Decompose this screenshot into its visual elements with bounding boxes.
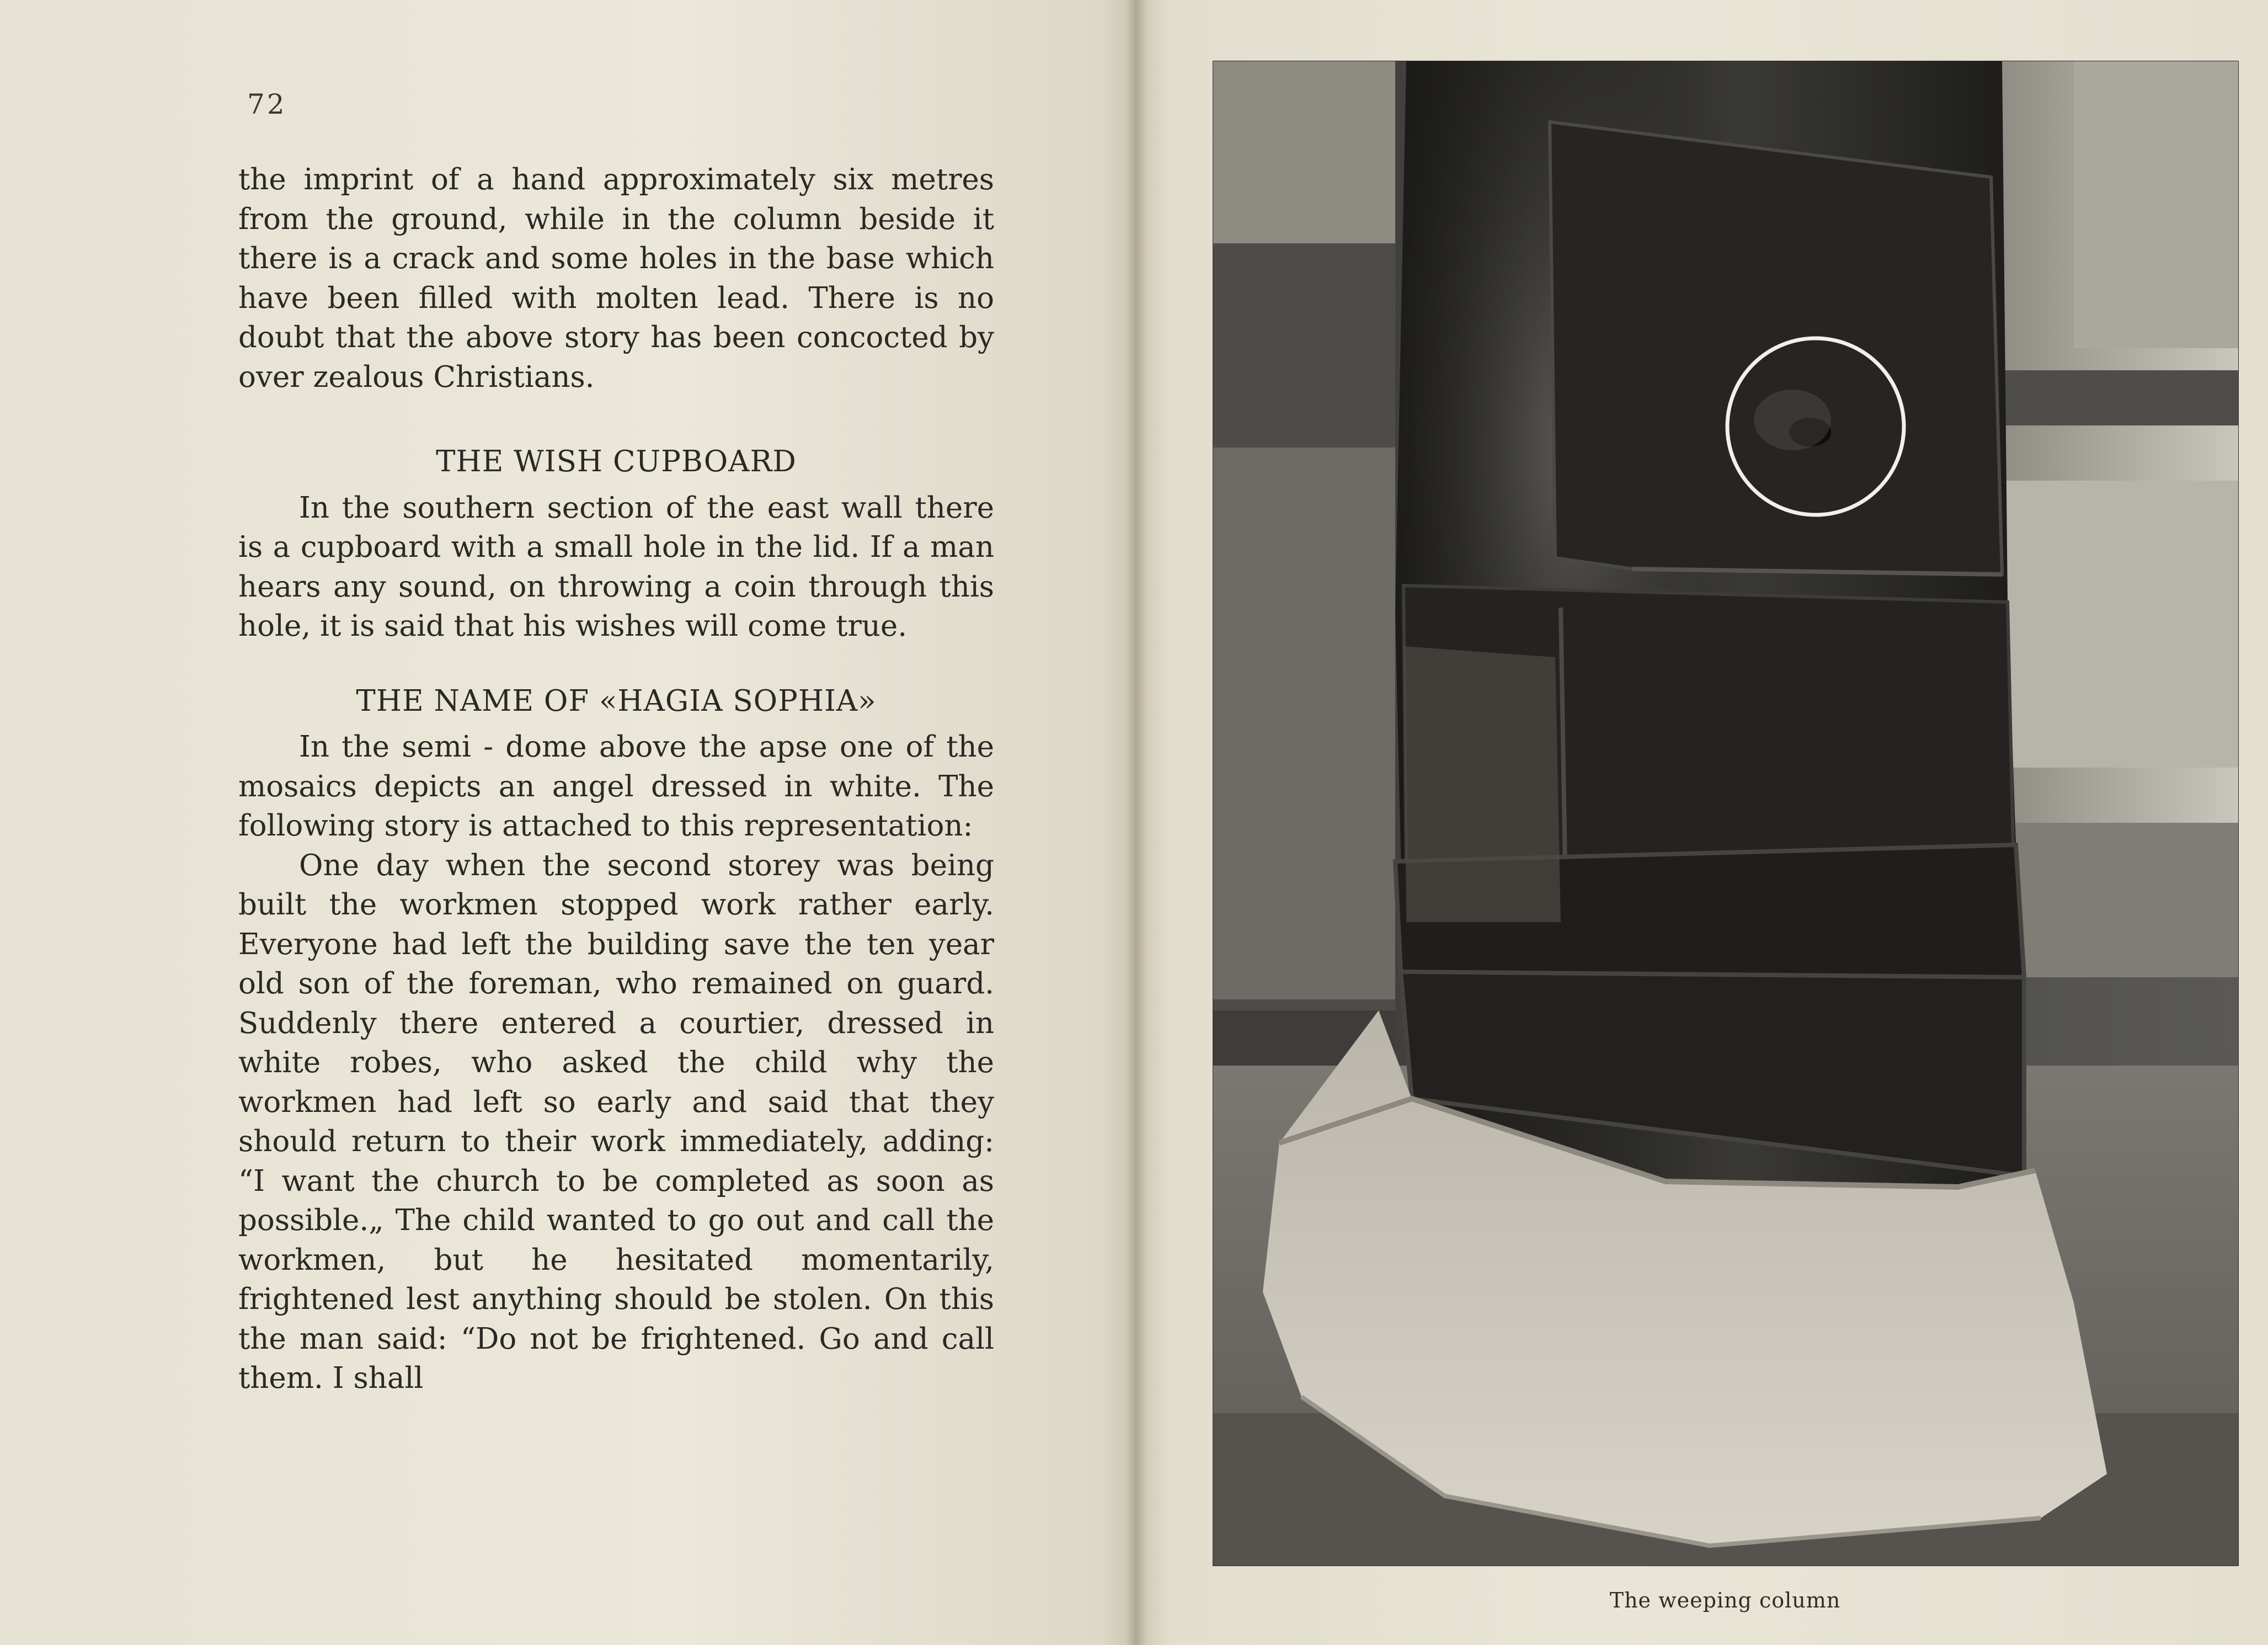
weeping-column-photo xyxy=(1213,61,2239,1566)
paragraph-wish-cupboard: In the southern section of the east wall there is a cupboard with a small hole in the lid. If a man hears any sound, on throwing a coin through this hole, it is said that his wishes will come true. xyxy=(238,491,994,643)
paragraph-story: One day when the second storey was being built the workmen stopped work rather early. Everyone had left the building save the ten year old son of the foreman, who remained on guard. Suddenly there entered a courtier, dressed in white robes, who asked the child why the workmen had left so early and said that they should return to their work immediately, adding: “I want the church to be completed as soon as possible.„ The child wanted to go out and call the workmen, but he hesitated momentarily, frightened lest anything should be stolen. On this the man said: “Do not be frightened. Go and call them. I shall xyxy=(238,848,994,1395)
photo-caption: The weeping column xyxy=(1609,1588,1841,1612)
book-gutter xyxy=(1125,0,1148,1645)
page-number: 72 xyxy=(247,88,287,120)
paragraph-imprint: the imprint of a hand approximately six metres from the ground, while in the column beside it there is a crack and some holes in the base which have been filled with molten lead. There is no doubt that the above story has been concocted by over zealous Christians. xyxy=(238,163,994,394)
paragraph-mosaic: In the semi - dome above the apse one of the mosaics depicts an angel dressed in white. The following story is attached to this representation: xyxy=(238,730,994,843)
body-text xyxy=(238,160,994,1398)
heading-wish-cupboard: THE WISH CUPBOARD xyxy=(436,445,797,478)
heading-name-hagia-sophia: THE NAME OF «HAGIA SOPHIA» xyxy=(356,684,877,718)
